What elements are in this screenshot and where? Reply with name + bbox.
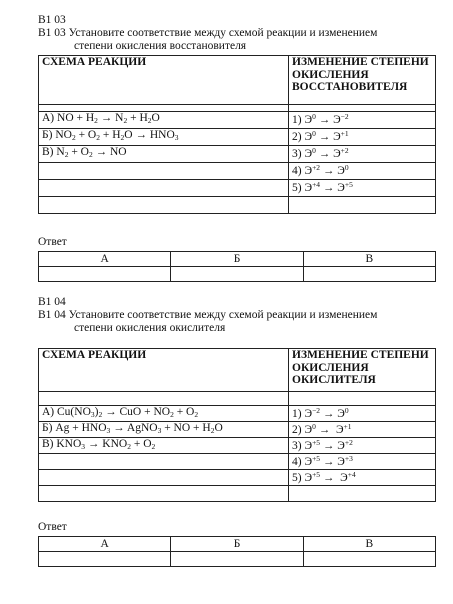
- task-instruction-cont: степени окисления восстановителя: [74, 40, 247, 52]
- spacer-cell: [289, 105, 436, 112]
- reaction-v[interactable]: [39, 438, 289, 454]
- header-line-2: ОКИСЛЕНИЯ: [292, 361, 369, 374]
- reaction-b[interactable]: [39, 422, 289, 438]
- reaction-label: А): [42, 112, 55, 124]
- change-5[interactable]: [289, 180, 436, 197]
- empty-cell: [39, 163, 289, 180]
- spacer-cell: [39, 105, 289, 112]
- reaction-v[interactable]: [39, 146, 289, 163]
- answer-header-v: В: [303, 537, 435, 552]
- header-reaction-scheme: СХЕМА РЕАКЦИИ: [39, 349, 289, 392]
- change-3[interactable]: [289, 146, 436, 163]
- task-b1-03: [38, 14, 436, 53]
- change-1[interactable]: [289, 406, 436, 422]
- change-label: 2): [292, 424, 302, 436]
- header-oxidation-change: [289, 349, 436, 392]
- answer-input-a[interactable]: [39, 267, 171, 282]
- task-code: B1 03: [38, 14, 66, 26]
- change-label: 5): [292, 182, 302, 194]
- empty-cell: [289, 197, 436, 214]
- header-line-1: ИЗМЕНЕНИЕ СТЕПЕНИ: [292, 56, 429, 68]
- reaction-formula: $NO_2 + O_2 + H_2O \to HNO_3$: [55, 129, 179, 142]
- reaction-formula: $Cu(NO_3)_2$ → CuO + $NO_2 + O_2$: [57, 406, 199, 419]
- reaction-b[interactable]: [39, 129, 289, 146]
- answer-table-2: [38, 536, 436, 567]
- change-3[interactable]: [289, 438, 436, 454]
- reaction-a[interactable]: [39, 112, 289, 129]
- answer-header-a: А: [39, 252, 171, 267]
- spacer-cell: [39, 392, 289, 406]
- answer-label: Ответ: [38, 521, 67, 533]
- header-reaction-scheme: СХЕМА РЕАКЦИИ: [39, 56, 289, 105]
- change-formula: $Э^{+5} \to Э^{+4}$: [304, 470, 356, 484]
- change-4[interactable]: [289, 163, 436, 180]
- answer-input-v[interactable]: [303, 552, 435, 567]
- answer-header-v: В: [303, 252, 435, 267]
- header-line-1: ИЗМЕНЕНИЕ СТЕПЕНИ: [292, 349, 429, 361]
- answer-header-b: Б: [171, 252, 303, 267]
- reaction-formula: $Ag + HNO_3$ → AgNO$_3$ + NO + $H_2O$: [55, 422, 223, 435]
- reaction-label: А): [42, 406, 55, 418]
- change-formula: $Э^{-2} \to Э^0$: [304, 406, 349, 420]
- answer-header-b: Б: [171, 537, 303, 552]
- change-label: 3): [292, 148, 302, 160]
- answer-header-a: А: [39, 537, 171, 552]
- matching-table-2: [38, 348, 436, 502]
- empty-cell: [39, 180, 289, 197]
- reaction-a[interactable]: [39, 406, 289, 422]
- change-formula: $Э^0 \to Э^{-2}$: [304, 112, 349, 126]
- change-label: 2): [292, 131, 302, 143]
- change-2[interactable]: [289, 422, 436, 438]
- reaction-formula: NO + $H_2 \to N_2 + H_2O$: [57, 112, 160, 125]
- header-line-3: ОКИСЛИТЕЛЯ: [292, 374, 376, 386]
- header-line-3: ВОССТАНОВИТЕЛЯ: [292, 81, 408, 93]
- change-1[interactable]: [289, 112, 436, 129]
- change-label: 1): [292, 114, 302, 126]
- answer-input-v[interactable]: [303, 267, 435, 282]
- empty-cell: [39, 470, 289, 486]
- answer-input-b[interactable]: [171, 552, 303, 567]
- answer-input-b[interactable]: [171, 267, 303, 282]
- change-label: 4): [292, 165, 302, 177]
- reaction-formula: $KNO_3 \to KNO_2 + O_2$: [56, 438, 156, 451]
- answer-table-1: [38, 251, 436, 282]
- change-label: 4): [292, 456, 302, 468]
- task-b1-04: [38, 296, 436, 335]
- change-5[interactable]: [289, 470, 436, 486]
- task-instruction: B1 04 Установите соответствие между схемой реакции и изменением: [38, 309, 378, 321]
- spacer-cell: [289, 392, 436, 406]
- task-instruction: B1 03 Установите соответствие между схемой реакции и изменением: [38, 27, 378, 39]
- change-formula: $Э^{+4} \to Э^{+5}$: [304, 180, 353, 194]
- change-label: 5): [292, 472, 302, 484]
- change-formula: $Э^{+5} \to Э^{+2}$: [304, 438, 353, 452]
- task-instruction-cont: степени окисления окислителя: [74, 322, 226, 334]
- change-label: 1): [292, 408, 302, 420]
- change-formula: $Э^0 \to Э^{+1}$: [304, 129, 349, 143]
- change-formula: $Э^0 \to Э^{+1}$: [304, 422, 352, 436]
- reaction-label: Б): [42, 422, 53, 434]
- header-line-2: ОКИСЛЕНИЯ: [292, 68, 369, 81]
- empty-cell: [289, 486, 436, 502]
- change-4[interactable]: [289, 454, 436, 470]
- matching-table-1: [38, 55, 436, 214]
- change-formula: $Э^{+5} \to Э^{+3}$: [304, 454, 353, 468]
- change-formula: $Э^{+2} \to Э^0$: [304, 163, 349, 177]
- task-code: B1 04: [38, 296, 66, 308]
- change-2[interactable]: [289, 129, 436, 146]
- reaction-label: В): [42, 146, 54, 158]
- reaction-label: В): [42, 438, 54, 450]
- change-label: 3): [292, 440, 302, 452]
- answer-label: Ответ: [38, 236, 67, 248]
- header-oxidation-change: [289, 56, 436, 105]
- empty-cell: [39, 486, 289, 502]
- empty-cell: [39, 454, 289, 470]
- reaction-label: Б): [42, 129, 53, 141]
- answer-input-a[interactable]: [39, 552, 171, 567]
- change-formula: $Э^0 \to Э^{+2}$: [304, 146, 349, 160]
- empty-cell: [39, 197, 289, 214]
- reaction-formula: $N_2 + O_2$ → NO: [56, 146, 127, 159]
